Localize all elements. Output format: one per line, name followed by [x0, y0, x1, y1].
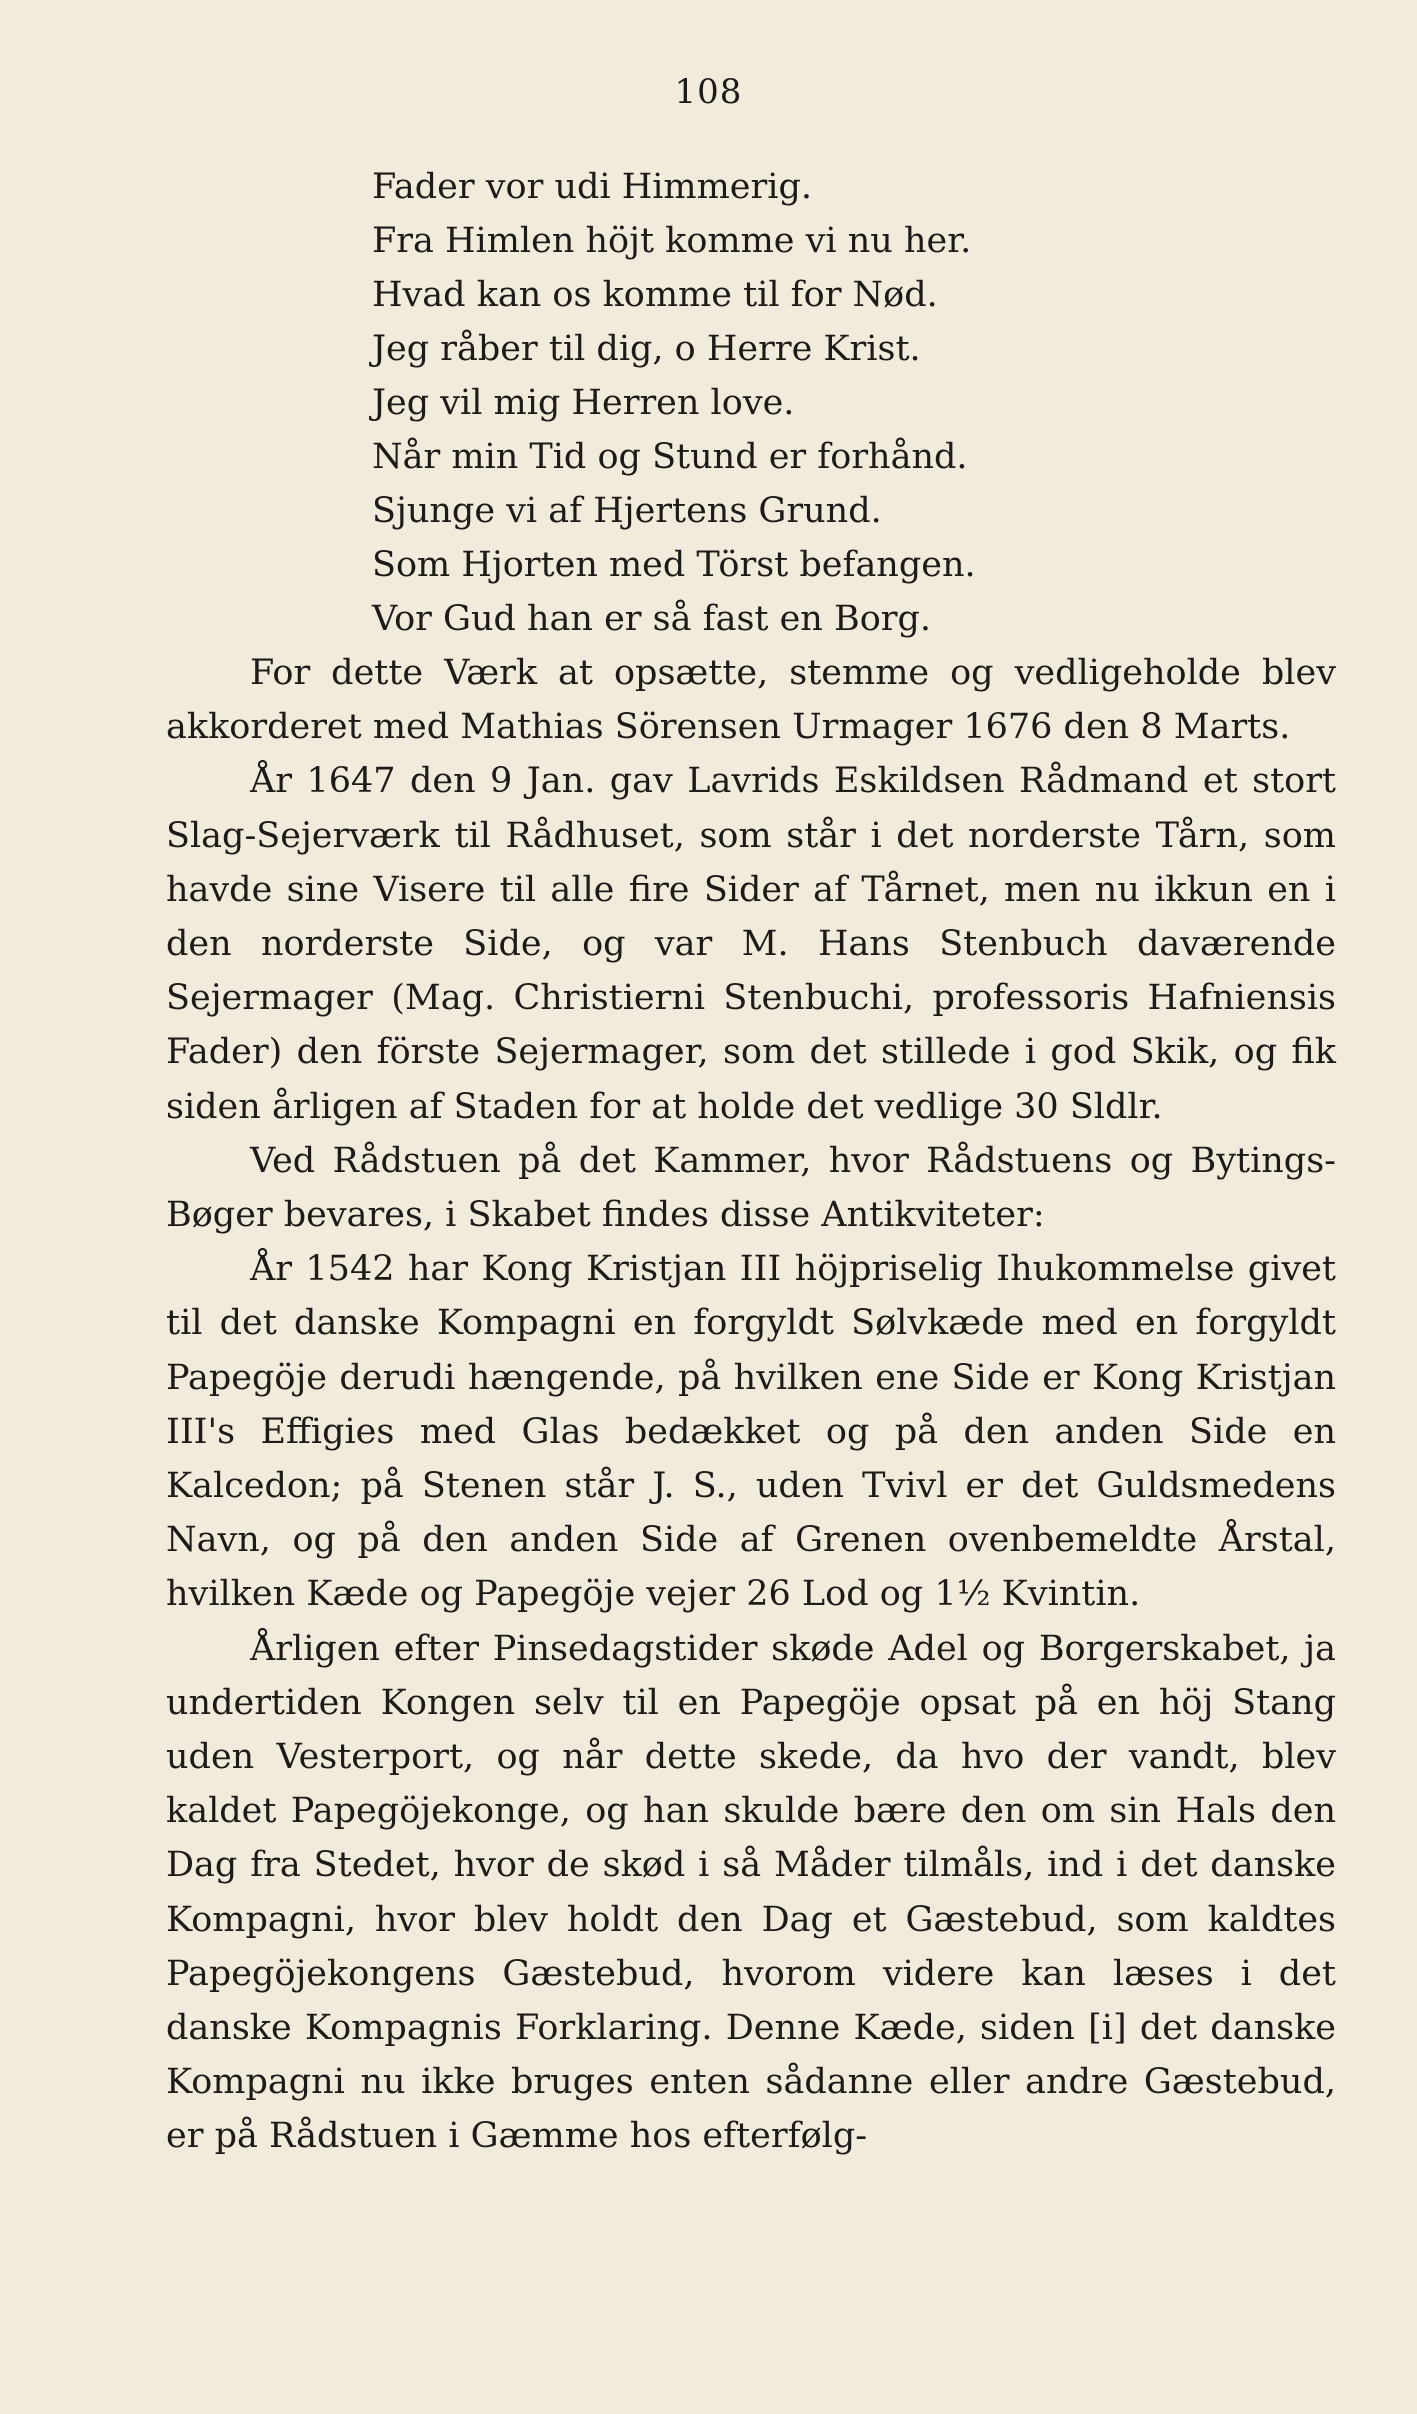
paragraph-antiquities: Ved Rådstuen på det Kammer, hvor Rådstuens og Bytings-Bøger bevares, i Skabet findes disse Antikviteter: [166, 1140, 1336, 1236]
paragraph-silver-chain: År 1542 har Kong Kristjan III höjpriselig Ihukommelse givet til det danske Kompagni en forgyldt Sølvkæde med en forgyldt Papegöje derudi hængende, på hvilken ene Side er Kong Kristjan III's Effigies med Glas bedækket og på den anden Side en Kalcedon; på Stenen står J. S., uden Tvivl er det Guldsmedens Navn, og på den anden Side af Grenen ovenbemeldte Årstal, hvilken Kæde og Papegöje vejer 26 Lod og 1½ Kvintin. [166, 1249, 1336, 1615]
hymn-list [372, 160, 976, 646]
hymn-line: Jeg råber til dig, o Herre Krist. [372, 329, 921, 369]
body-text [166, 646, 1336, 2164]
paragraph-tower-clock: År 1647 den 9 Jan. gav Lavrids Eskildsen Rådmand et stort Slag-Sejerværk til Rådhuset, som står i det norderste Tårn, som havde sine Visere til alle fire Sider af Tårnet, men nu ikkun en i den norderste Side, og var M. Hans Stenbuch daværende Sejermager (Mag. Christierni Stenbuchi, professoris Hafniensis Fader) den förste Sejermager, som det stillede i god Skik, og fik siden årligen af Staden for at holde det vedlige 30 Sldlr. [166, 761, 1336, 1127]
hymn-line: Sjunge vi af Hjertens Grund. [372, 491, 882, 531]
page-number: 108 [674, 72, 743, 112]
paragraph-clockwork-contract: For dette Værk at opsætte, stemme og vedligeholde blev akkorderet med Mathias Sörensen Urmager 1676 den 8 Marts. [166, 653, 1336, 748]
paragraph-parrot-shooting: Årligen efter Pinsedagstider skøde Adel og Borgerskabet, ja undertiden Kongen selv til en Papegöje opsat på en höj Stang uden Vesterport, og når dette skede, da hvo der vandt, blev kaldet Papegöjekonge, og han skulde bære den om sin Hals den Dag fra Stedet, hvor de skød i så Måder tilmåls, ind i det danske Kompagni, hvor blev holdt den Dag et Gæstebud, som kaldtes Papegöjekongens Gæstebud, hvorom videre kan læses i det danske Kompagnis Forklaring. Denne Kæde, siden [i] det danske Kompagni nu ikke bruges enten sådanne eller andre Gæstebud, er på Rådstuen i Gæmme hos efterfølg- [166, 1628, 1336, 2157]
hymn-line: Jeg vil mig Herren love. [372, 383, 795, 423]
hymn-line: Hvad kan os komme til for Nød. [372, 275, 938, 315]
hymn-line: Som Hjorten med Törst befangen. [372, 545, 976, 585]
hymn-line: Når min Tid og Stund er forhånd. [372, 437, 968, 477]
hymn-line: Vor Gud han er så fast en Borg. [372, 599, 932, 639]
hymn-line: Fader vor udi Himmerig. [372, 167, 812, 207]
hymn-line: Fra Himlen höjt komme vi nu her. [372, 221, 972, 261]
